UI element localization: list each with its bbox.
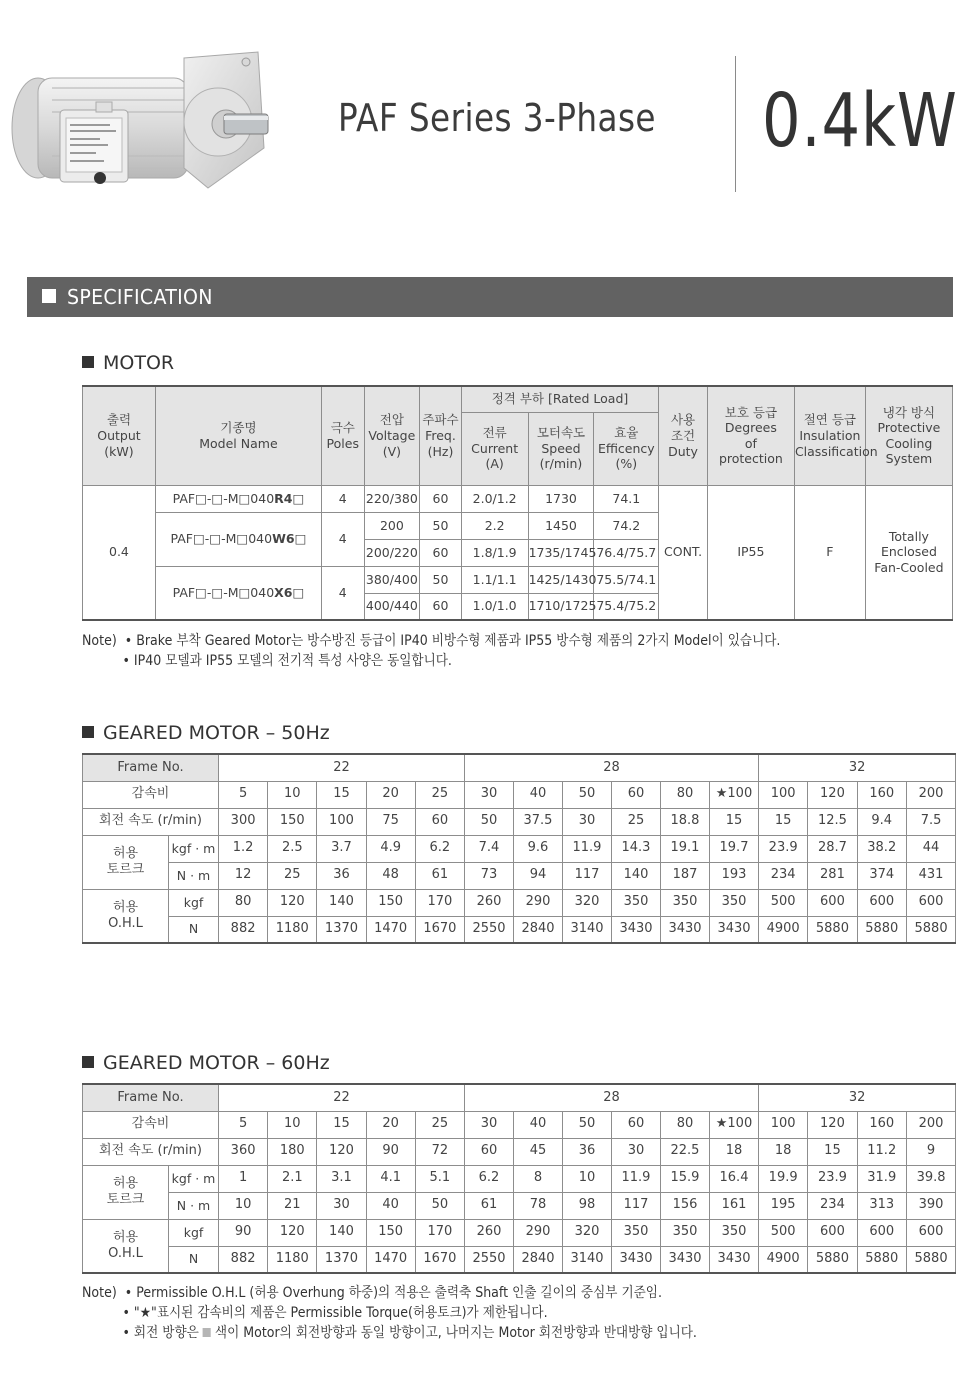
table-cell: 90	[366, 1138, 415, 1165]
square-bullet-icon	[82, 1056, 94, 1068]
table-cell: 290	[513, 889, 562, 916]
table-cell: 37.5	[513, 808, 562, 835]
ohl-row	[83, 889, 956, 916]
model-name: PAF□-□-M□040X6□	[155, 566, 321, 620]
table-cell: 600	[857, 889, 906, 916]
table-cell: 28.7	[808, 835, 857, 862]
col-output: 출력 Output (kW)	[83, 386, 156, 485]
unit-label: N	[169, 916, 219, 943]
unit-label: N	[169, 1246, 219, 1273]
unit-label: N · m	[169, 862, 219, 889]
frame-22: 22	[219, 754, 465, 781]
gray-square-icon	[203, 1328, 211, 1337]
table-cell: 260	[464, 889, 513, 916]
table-cell: 2840	[513, 916, 562, 943]
table-cell: 300	[219, 808, 268, 835]
geared-motor-image	[8, 48, 270, 198]
table-cell: 5880	[857, 1246, 906, 1273]
col-rated-load: 정격 부하 [Rated Load]	[461, 386, 659, 412]
table-cell: 170	[415, 889, 464, 916]
table-cell: 117	[611, 1192, 660, 1219]
table-cell: 98	[562, 1192, 611, 1219]
table-cell: 1670	[415, 1246, 464, 1273]
table-cell: 9	[906, 1138, 955, 1165]
geared-60hz-heading: GEARED MOTOR – 60Hz	[82, 1052, 330, 1074]
table-cell: 15	[317, 781, 366, 808]
table-cell: 15	[808, 1138, 857, 1165]
series-title: PAF Series 3-Phase	[338, 96, 656, 140]
table-cell: 140	[317, 889, 366, 916]
table-cell: 350	[611, 889, 660, 916]
table-cell: 5880	[906, 916, 955, 943]
table-cell: 100	[759, 1111, 808, 1138]
duty-cell: CONT.	[659, 485, 708, 620]
table-cell: 11.9	[562, 835, 611, 862]
unit-label: kgf · m	[169, 835, 219, 862]
table-cell: 2840	[513, 1246, 562, 1273]
specification-banner	[27, 277, 953, 317]
table-cell: 160	[857, 1111, 906, 1138]
table-cell: 31.9	[857, 1165, 906, 1192]
table-cell: 39.8	[906, 1165, 955, 1192]
table-cell: 600	[808, 1219, 857, 1246]
ratio-row	[83, 1111, 956, 1138]
table-cell: 8	[513, 1165, 562, 1192]
table-cell: 3430	[611, 916, 660, 943]
frame-label: Frame No.	[83, 754, 219, 781]
table-cell: 281	[808, 862, 857, 889]
table-cell: 100	[759, 781, 808, 808]
table-cell: 431	[906, 862, 955, 889]
table-cell: 30	[464, 1111, 513, 1138]
table-cell: 600	[906, 1219, 955, 1246]
table-cell: 11.2	[857, 1138, 906, 1165]
geared-60hz-table	[82, 1083, 956, 1274]
torque-row	[83, 862, 956, 889]
table-cell: 19.1	[660, 835, 709, 862]
table-cell: 30	[562, 808, 611, 835]
table-cell: 10	[219, 1192, 268, 1219]
table-cell: 350	[611, 1219, 660, 1246]
table-cell: 200	[906, 781, 955, 808]
col-current: 전류 Current (A)	[461, 412, 528, 485]
table-cell: 140	[317, 1219, 366, 1246]
table-cell: 500	[759, 889, 808, 916]
ohl-row	[83, 1246, 956, 1273]
table-cell: 193	[709, 862, 758, 889]
square-bullet-icon	[42, 289, 56, 303]
table-cell: 5.1	[415, 1165, 464, 1192]
table-cell: 7.4	[464, 835, 513, 862]
table-cell: 12.5	[808, 808, 857, 835]
table-cell: 100	[317, 808, 366, 835]
table-cell: 1180	[268, 916, 317, 943]
table-row: 200/220 60 1.8/1.9 1735/1745 76.4/75.7	[83, 539, 953, 566]
table-cell: 30	[317, 1192, 366, 1219]
table-cell: 320	[562, 889, 611, 916]
table-cell: 14.3	[611, 835, 660, 862]
table-cell: 40	[366, 1192, 415, 1219]
table-cell: 150	[268, 808, 317, 835]
speed-row	[83, 808, 956, 835]
table-cell: 1	[219, 1165, 268, 1192]
table-cell: 140	[611, 862, 660, 889]
table-cell: 16.4	[709, 1165, 758, 1192]
square-bullet-icon	[82, 356, 94, 368]
table-cell: 25	[415, 1111, 464, 1138]
torque-row	[83, 1165, 956, 1192]
ohl-label: 허용 O.H.L	[83, 1219, 169, 1273]
table-cell: ★100	[709, 781, 758, 808]
table-cell: 18	[709, 1138, 758, 1165]
motor-spec-table	[82, 385, 953, 621]
table-cell: 600	[808, 889, 857, 916]
table-cell: 1470	[366, 1246, 415, 1273]
table-cell: 3430	[660, 1246, 709, 1273]
table-cell: 360	[219, 1138, 268, 1165]
table-cell: 72	[415, 1138, 464, 1165]
table-cell: 25	[611, 808, 660, 835]
table-cell: 500	[759, 1219, 808, 1246]
table-cell: 2.5	[268, 835, 317, 862]
table-cell: 15	[759, 808, 808, 835]
table-cell: 61	[464, 1192, 513, 1219]
table-cell: 3.7	[317, 835, 366, 862]
table-cell: 313	[857, 1192, 906, 1219]
banner-label: SPECIFICATION	[67, 285, 213, 309]
table-cell: 2550	[464, 916, 513, 943]
col-voltage: 전압 Voltage (V)	[364, 386, 420, 485]
table-cell: 260	[464, 1219, 513, 1246]
table-cell: 21	[268, 1192, 317, 1219]
table-cell: 30	[464, 781, 513, 808]
col-protection: 보호 등급 Degrees of protection	[707, 386, 794, 485]
table-row: 400/440 60 1.0/1.0 1710/1725 75.4/75.2	[83, 593, 953, 620]
table-cell: 6.2	[464, 1165, 513, 1192]
table-cell: 15.9	[660, 1165, 709, 1192]
table-row: PAF□-□-M□040X6□ 4 380/400 50 1.1/1.1 1425/1430 75.5/74.1	[83, 566, 953, 593]
torque-label: 허용 토르크	[83, 835, 169, 889]
ratio-row-label: 감속비	[83, 781, 219, 808]
table-cell: 60	[464, 1138, 513, 1165]
table-cell: 195	[759, 1192, 808, 1219]
col-insulation: 절연 등급 Insulation Classification	[794, 386, 865, 485]
table-cell: 180	[268, 1138, 317, 1165]
table-cell: 882	[219, 1246, 268, 1273]
table-cell: 80	[660, 781, 709, 808]
table-cell: 9.4	[857, 808, 906, 835]
table-cell: 3.1	[317, 1165, 366, 1192]
col-speed: 모터속도 Speed (r/min)	[528, 412, 594, 485]
table-cell: 7.5	[906, 808, 955, 835]
table-cell: 4.9	[366, 835, 415, 862]
table-cell: 350	[660, 889, 709, 916]
table-cell: 2550	[464, 1246, 513, 1273]
table-cell: 1.2	[219, 835, 268, 862]
table-cell: 5880	[906, 1246, 955, 1273]
col-efficiency: 효율 Efficency (%)	[594, 412, 659, 485]
table-cell: 60	[611, 1111, 660, 1138]
table-cell: 20	[366, 781, 415, 808]
power-rating: 0.4kW	[762, 78, 958, 164]
table-cell: 9.6	[513, 835, 562, 862]
table-cell: 120	[317, 1138, 366, 1165]
speed-row-label: 회전 속도 (r/min)	[83, 808, 219, 835]
protection-cell: IP55	[707, 485, 794, 620]
table-cell: 10	[562, 1165, 611, 1192]
table-cell: 2.1	[268, 1165, 317, 1192]
table-cell: 38.2	[857, 835, 906, 862]
unit-label: kgf · m	[169, 1165, 219, 1192]
table-cell: 11.9	[611, 1165, 660, 1192]
table-cell: 20	[366, 1111, 415, 1138]
table-cell: 170	[415, 1219, 464, 1246]
col-duty: 사용 조건 Duty	[659, 386, 708, 485]
ohl-row	[83, 1219, 956, 1246]
torque-label: 허용 토르크	[83, 1165, 169, 1219]
motor-notes: Note) • Brake 부착 Geared Motor는 방수방진 등급이 IP40 비방수형 제품과 IP55 방수형 제품의 2가지 Model이 있습니다. • IP40 모델과 IP55 모델의 전기적 특성 사양은 동일합니다.	[82, 633, 781, 669]
frame-28: 28	[464, 754, 758, 781]
table-cell: 161	[709, 1192, 758, 1219]
table-cell: 4900	[759, 916, 808, 943]
table-cell: 5880	[857, 916, 906, 943]
cooling-cell: Totally Enclosed Fan-Cooled	[865, 485, 952, 620]
table-cell: 50	[562, 781, 611, 808]
ohl-label: 허용 O.H.L	[83, 889, 169, 943]
table-cell: 1670	[415, 916, 464, 943]
table-cell: 1370	[317, 1246, 366, 1273]
unit-label: kgf	[169, 1219, 219, 1246]
table-cell: 117	[562, 862, 611, 889]
table-cell: 120	[268, 1219, 317, 1246]
table-cell: 23.9	[759, 835, 808, 862]
table-cell: 80	[660, 1111, 709, 1138]
table-cell: 5880	[808, 916, 857, 943]
table-cell: 23.9	[808, 1165, 857, 1192]
frame-32: 32	[759, 1084, 956, 1111]
geared-50hz-table	[82, 753, 956, 944]
table-cell: 3140	[562, 1246, 611, 1273]
table-cell: 150	[366, 889, 415, 916]
table-cell: 10	[268, 1111, 317, 1138]
table-cell: 290	[513, 1219, 562, 1246]
table-cell: 4.1	[366, 1165, 415, 1192]
unit-label: kgf	[169, 889, 219, 916]
table-cell: 15	[317, 1111, 366, 1138]
table-cell: 3430	[611, 1246, 660, 1273]
square-bullet-icon	[82, 726, 94, 738]
table-cell: 234	[759, 862, 808, 889]
bottom-notes: Note) • Permissible O.H.L (허용 Overhung 하중)의 적용은 출력축 Shaft 인출 길이의 중심부 기준임. • "★"표시된 감속비의 제품은 Permissible Torque(허용토크)가 제한됩니다. • 회전 방향은 색이 Motor의 회전방향과 동일 방향이고, 나머지는 Motor 회전방향과 반대방향 입니다.	[82, 1285, 697, 1341]
table-cell: 60	[611, 781, 660, 808]
table-cell: 48	[366, 862, 415, 889]
torque-row	[83, 835, 956, 862]
table-row: PAF□-□-M□040W6□ 4 200 50 2.2 1450 74.2	[83, 512, 953, 539]
table-row: 0.4 PAF□-□-M□040R4□ 4 220/380 60 2.0/1.2 1730 74.1 CONT. IP55 F Totally Enclosed Fan-Cooled	[83, 485, 953, 512]
insulation-cell: F	[794, 485, 865, 620]
table-cell: 40	[513, 1111, 562, 1138]
frame-32: 32	[759, 754, 956, 781]
table-cell: 94	[513, 862, 562, 889]
table-cell: 45	[513, 1138, 562, 1165]
table-cell: 60	[415, 808, 464, 835]
motor-heading: MOTOR	[82, 352, 174, 374]
table-cell: 44	[906, 835, 955, 862]
col-poles: 극수 Poles	[322, 386, 365, 485]
table-cell: 120	[268, 889, 317, 916]
frame-row	[83, 1084, 956, 1111]
header-divider	[735, 56, 736, 192]
table-cell: 390	[906, 1192, 955, 1219]
table-cell: 1180	[268, 1246, 317, 1273]
table-cell: 18.8	[660, 808, 709, 835]
col-freq: 주파수 Freq. (Hz)	[420, 386, 462, 485]
table-cell: 600	[857, 1219, 906, 1246]
table-cell: 882	[219, 916, 268, 943]
table-cell: 350	[660, 1219, 709, 1246]
ratio-row-label: 감속비	[83, 1111, 219, 1138]
table-cell: 156	[660, 1192, 709, 1219]
table-cell: 3430	[709, 1246, 758, 1273]
model-name: PAF□-□-M□040R4□	[155, 485, 321, 512]
table-cell: 5880	[808, 1246, 857, 1273]
output-cell: 0.4	[83, 485, 156, 620]
frame-22: 22	[219, 1084, 465, 1111]
table-cell: 15	[709, 808, 758, 835]
table-cell: ★100	[709, 1111, 758, 1138]
model-name: PAF□-□-M□040W6□	[155, 512, 321, 566]
table-cell: 75	[366, 808, 415, 835]
table-cell: 73	[464, 862, 513, 889]
table-cell: 10	[268, 781, 317, 808]
torque-row	[83, 1192, 956, 1219]
table-cell: 61	[415, 862, 464, 889]
table-cell: 4900	[759, 1246, 808, 1273]
table-cell: 320	[562, 1219, 611, 1246]
table-cell: 1370	[317, 916, 366, 943]
speed-row	[83, 1138, 956, 1165]
table-cell: 5	[219, 781, 268, 808]
table-cell: 22.5	[660, 1138, 709, 1165]
table-cell: 5	[219, 1111, 268, 1138]
table-cell: 50	[562, 1111, 611, 1138]
frame-28: 28	[464, 1084, 758, 1111]
table-cell: 30	[611, 1138, 660, 1165]
unit-label: N · m	[169, 1192, 219, 1219]
table-cell: 600	[906, 889, 955, 916]
ratio-row	[83, 781, 956, 808]
table-cell: 120	[808, 1111, 857, 1138]
table-cell: 3430	[660, 916, 709, 943]
table-cell: 78	[513, 1192, 562, 1219]
table-cell: 50	[464, 808, 513, 835]
col-model: 기종명 Model Name	[155, 386, 321, 485]
table-cell: 187	[660, 862, 709, 889]
table-cell: 80	[219, 889, 268, 916]
table-cell: 150	[366, 1219, 415, 1246]
table-cell: 12	[219, 862, 268, 889]
table-cell: 160	[857, 781, 906, 808]
col-cooling: 냉각 방식 Protective Cooling System	[865, 386, 952, 485]
table-cell: 18	[759, 1138, 808, 1165]
table-cell: 90	[219, 1219, 268, 1246]
table-cell: 36	[562, 1138, 611, 1165]
frame-label: Frame No.	[83, 1084, 219, 1111]
table-cell: 350	[709, 1219, 758, 1246]
table-cell: 40	[513, 781, 562, 808]
ohl-row	[83, 916, 956, 943]
table-cell: 350	[709, 889, 758, 916]
table-cell: 19.9	[759, 1165, 808, 1192]
table-cell: 234	[808, 1192, 857, 1219]
table-cell: 50	[415, 1192, 464, 1219]
table-cell: 3140	[562, 916, 611, 943]
table-cell: 36	[317, 862, 366, 889]
geared-50hz-heading: GEARED MOTOR – 50Hz	[82, 722, 330, 744]
table-cell: 6.2	[415, 835, 464, 862]
table-cell: 120	[808, 781, 857, 808]
table-cell: 1470	[366, 916, 415, 943]
speed-row-label: 회전 속도 (r/min)	[83, 1138, 219, 1165]
table-cell: 25	[268, 862, 317, 889]
table-cell: 200	[906, 1111, 955, 1138]
table-cell: 3430	[709, 916, 758, 943]
table-cell: 374	[857, 862, 906, 889]
table-cell: 19.7	[709, 835, 758, 862]
table-cell: 25	[415, 781, 464, 808]
frame-row	[83, 754, 956, 781]
